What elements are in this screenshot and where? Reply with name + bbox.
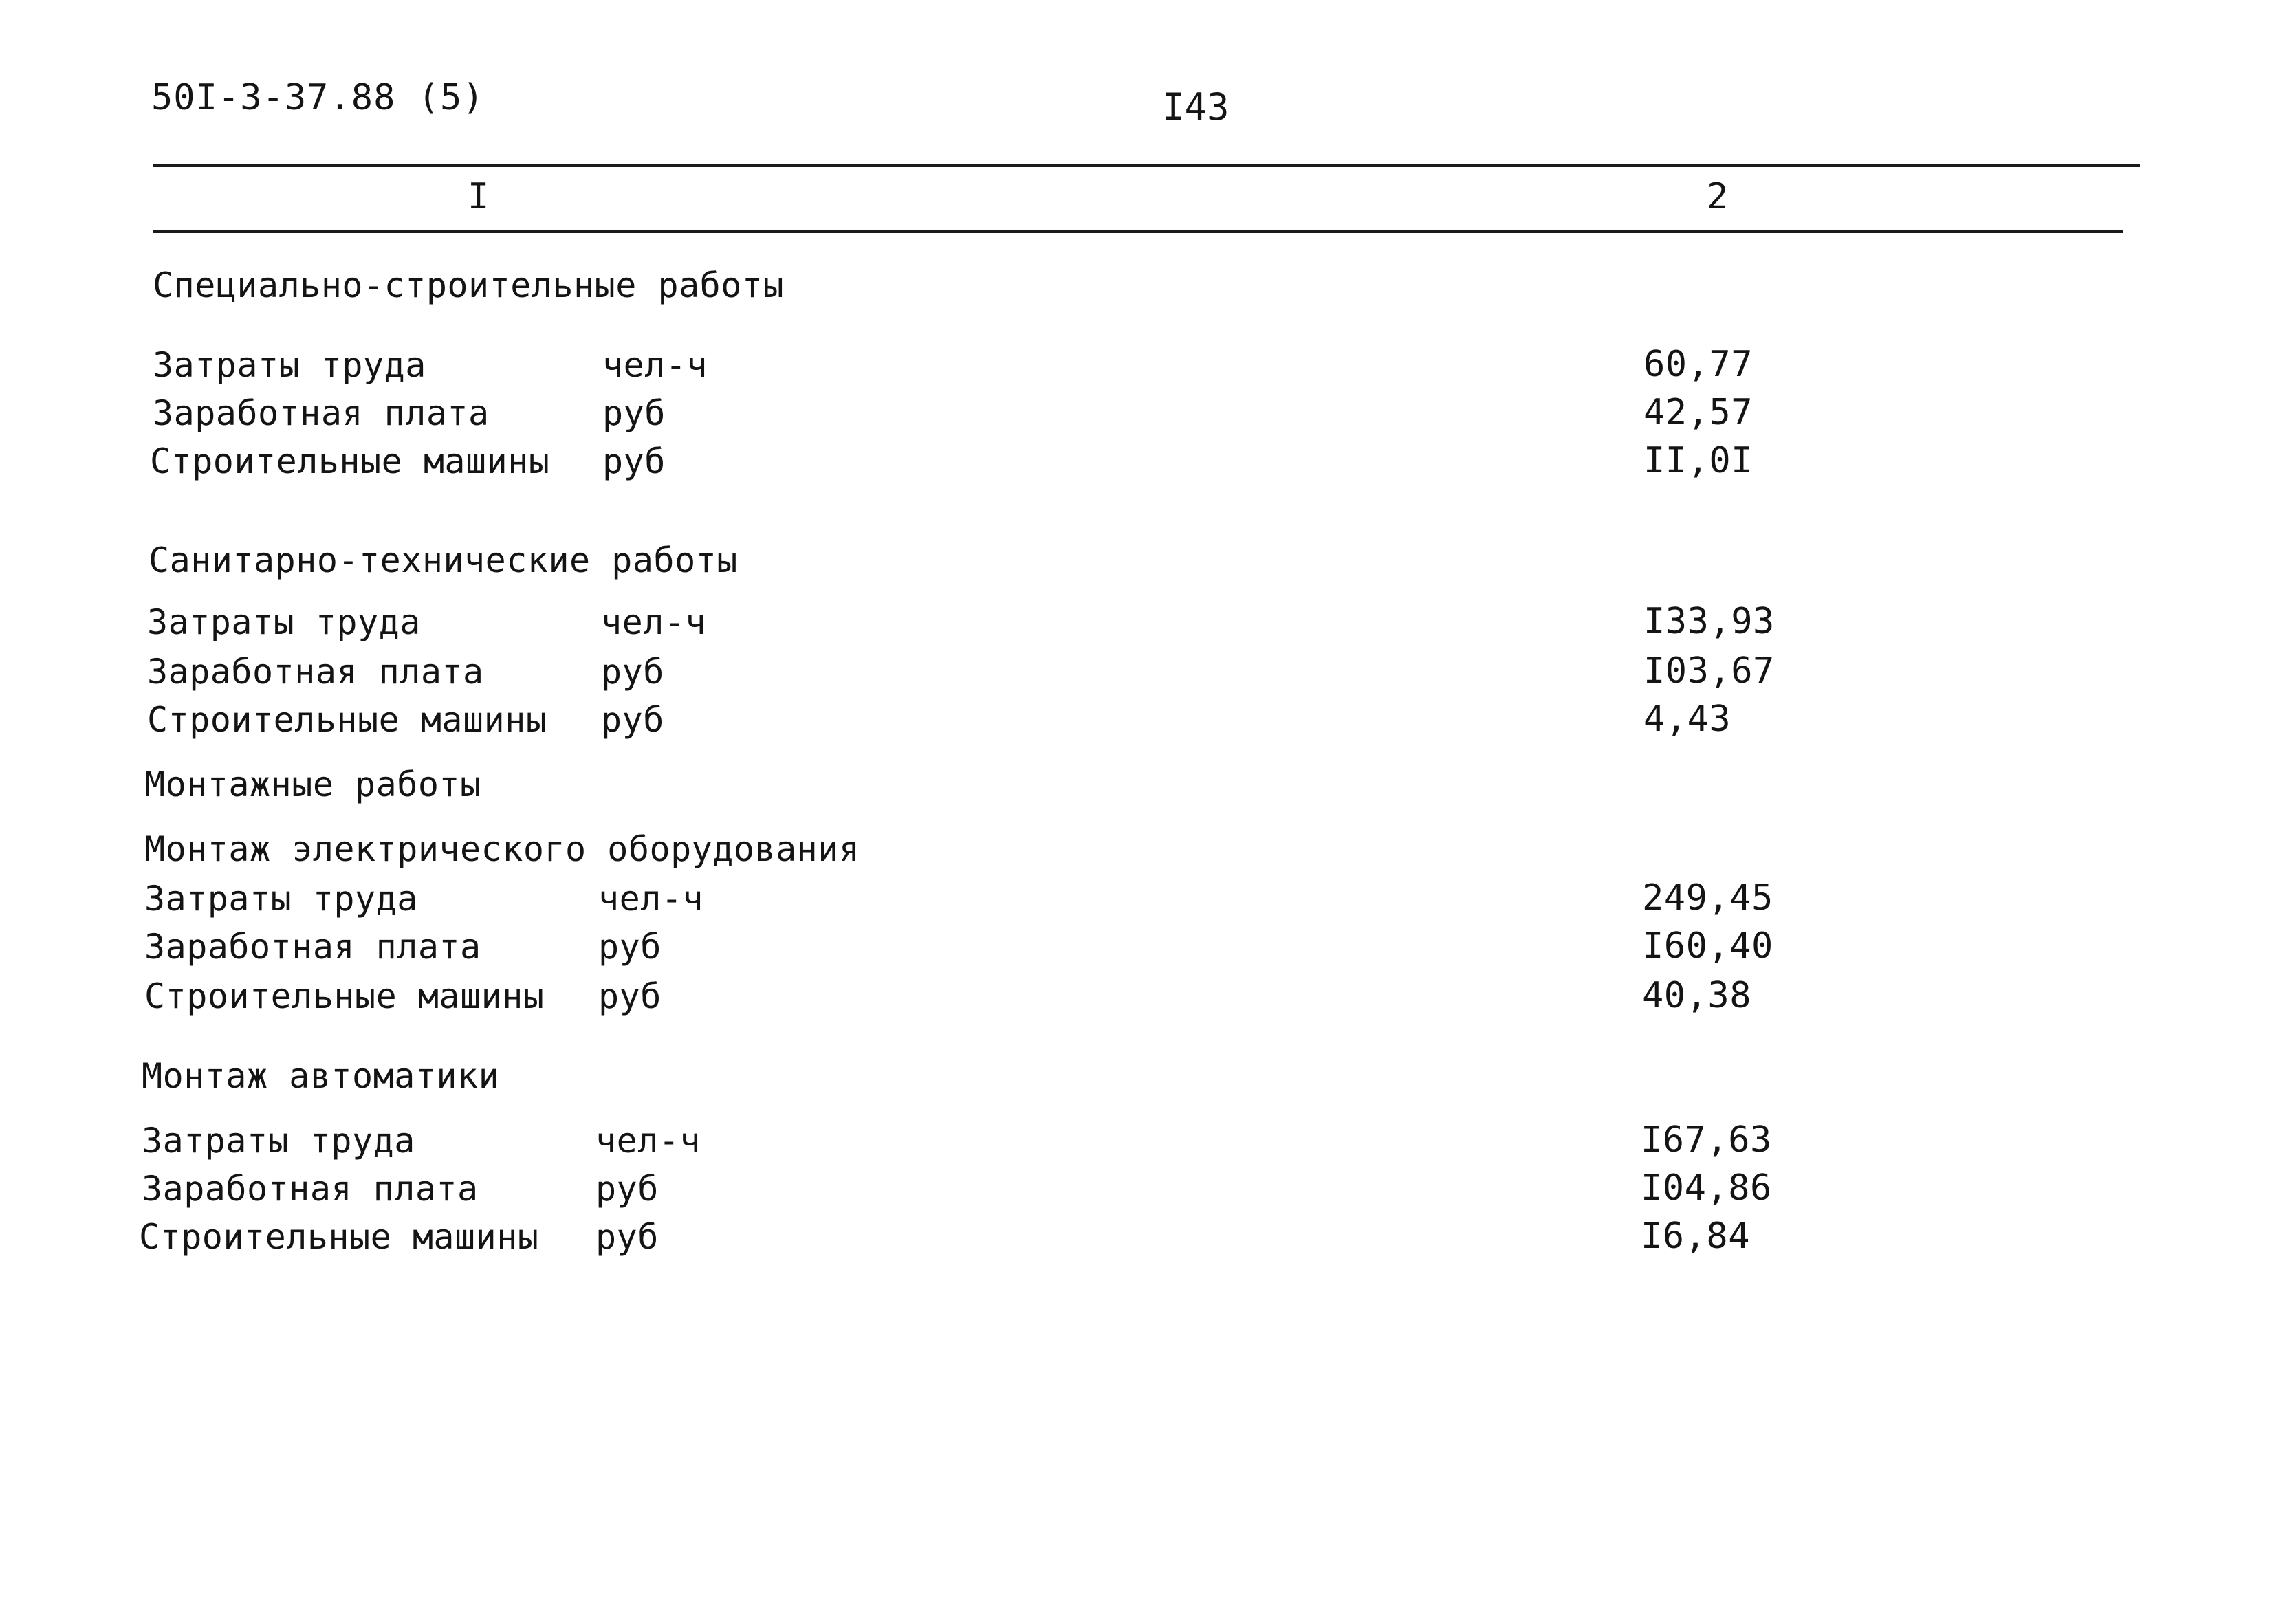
row-value: I60,40 [1642, 925, 1773, 967]
row-value: I03,67 [1643, 650, 1775, 692]
row-unit: руб [602, 393, 666, 433]
row-value: 60,77 [1643, 344, 1753, 385]
row-unit: руб [595, 1217, 659, 1257]
row-unit: чел-ч [595, 1121, 701, 1161]
row-unit: руб [598, 976, 662, 1016]
row-label: Затраты труда [144, 879, 418, 919]
row-label: Затраты труда [153, 345, 426, 385]
section-title-sanitary-technical: Санитарно-технические работы [149, 540, 738, 580]
row-label: Затраты труда [142, 1121, 415, 1161]
row-value: 40,38 [1642, 975, 1752, 1016]
row-label: Строительные машины [150, 441, 550, 481]
row-unit: чел-ч [601, 602, 707, 642]
table-header-rule [153, 230, 2123, 233]
row-unit: руб [601, 652, 664, 692]
row-label: Заработная плата [147, 652, 484, 692]
row-value: I33,93 [1643, 601, 1775, 642]
row-label: Заработная плата [142, 1169, 479, 1209]
row-unit: руб [602, 441, 666, 481]
section-title-installation: Монтажные работы [144, 765, 481, 804]
document-code: 50I-3-37.88 (5) [151, 77, 485, 118]
row-value: 42,57 [1643, 392, 1753, 433]
row-unit: руб [601, 700, 664, 740]
row-value: I67,63 [1641, 1119, 1772, 1161]
column-header-2: 2 [1707, 176, 1729, 217]
section-title-automation: Монтаж автоматики [142, 1056, 500, 1096]
row-value: I6,84 [1641, 1216, 1751, 1257]
row-value: 249,45 [1642, 877, 1773, 919]
row-label: Строительные машины [139, 1217, 539, 1257]
row-unit: руб [598, 927, 662, 967]
row-label: Затраты труда [147, 602, 421, 642]
row-value: II,0I [1643, 440, 1753, 481]
row-value: 4,43 [1643, 699, 1731, 740]
row-unit: чел-ч [602, 345, 708, 385]
row-label: Заработная плата [153, 393, 490, 433]
section-title-special-construction: Специально-строительные работы [153, 265, 785, 305]
row-unit: чел-ч [598, 879, 704, 919]
row-label: Строительные машины [144, 976, 545, 1016]
column-header-1: I [468, 176, 490, 217]
row-label: Заработная плата [144, 927, 481, 967]
row-unit: руб [595, 1169, 659, 1209]
page-number: I43 [1162, 85, 1229, 129]
section-title-electrical-equipment: Монтаж электрического оборудования [144, 829, 860, 869]
table-top-rule [153, 164, 2140, 167]
row-label: Строительные машины [147, 700, 547, 740]
row-value: I04,86 [1641, 1167, 1772, 1209]
